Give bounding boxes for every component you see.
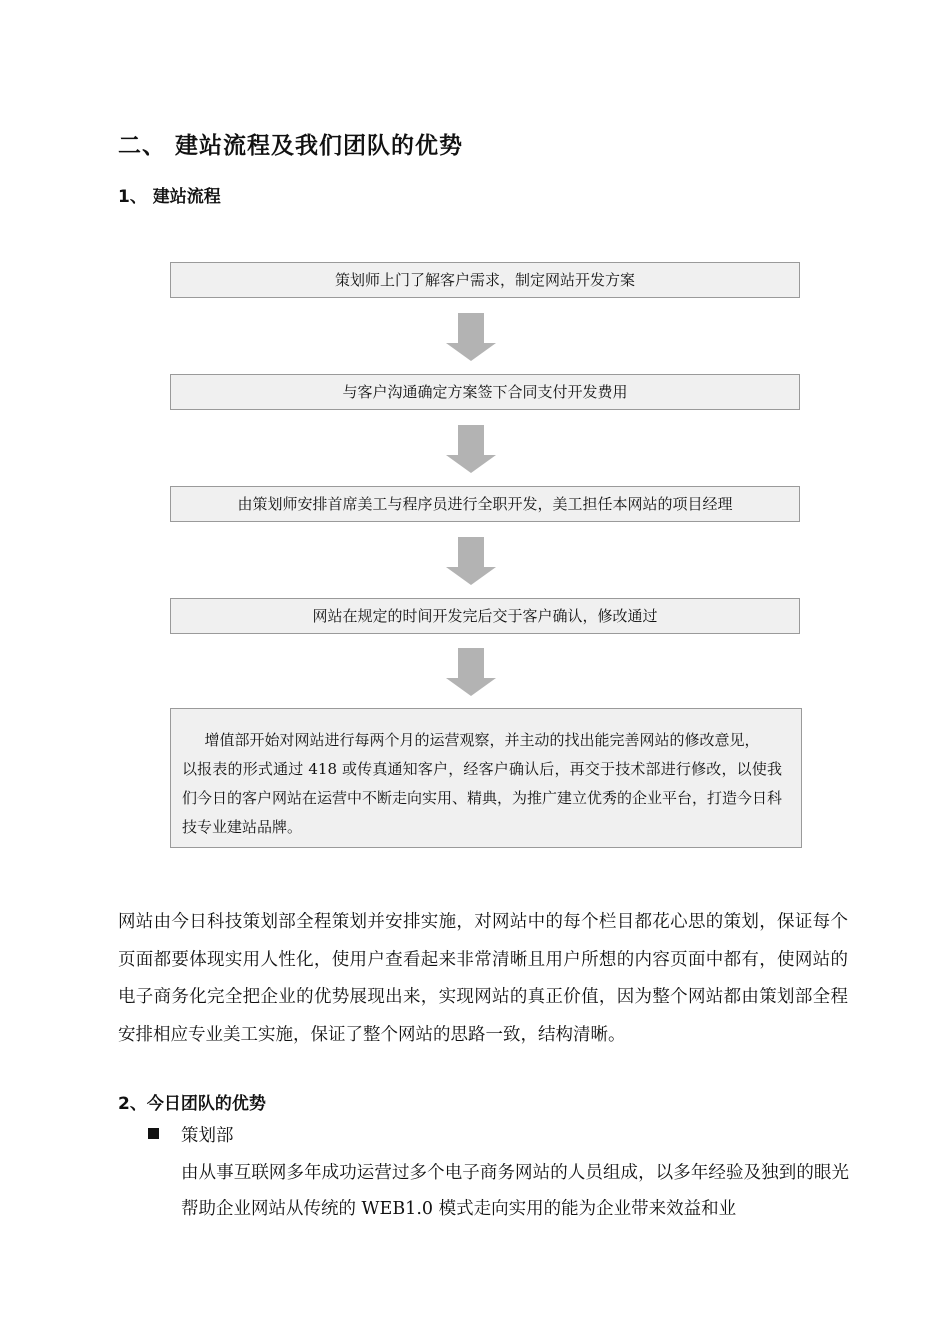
flow-step-2: 与客户沟通确定方案签下合同支付开发费用 [170,374,800,410]
flow-step-5-text [182,726,782,842]
section-title: 二、 建站流程及我们团队的优势 [118,133,464,159]
team-heading: 2、今日团队的优势 [118,1094,266,1114]
square-bullet-icon [148,1128,159,1139]
down-arrow-icon [446,425,496,475]
flow-step-1: 策划师上门了解客户需求，制定网站开发方案 [170,262,800,298]
flow-step-3: 由策划师安排首席美工与程序员进行全职开发，美工担任本网站的项目经理 [170,486,800,522]
down-arrow-icon [446,313,496,363]
summary-paragraph: 网站由今日科技策划部全程策划并安排实施，对网站中的每个栏目都花心思的策划，保证每个页面都要体现实用人性化，使用户查看起来非常清晰且用户所想的内容页面中都有，使网站的电子商务化完全把企业的优势展现出来，实现网站的真正价值，因为整个网站都由策划部全程安排相应专业美工实施，保证了整个网站的思路一致，结构清晰。 [118,912,848,1045]
down-arrow-icon [446,648,496,698]
team-item-label: 策划部 [181,1126,234,1146]
down-arrow-icon [446,537,496,587]
process-heading: 1、 建站流程 [118,187,221,207]
flow-step-5-line-1: 增值部开始对网站进行每两个月的运营观察，并主动的找出能完善网站的修改意见， [204,731,760,749]
flow-step-4: 网站在规定的时间开发完后交于客户确认，修改通过 [170,598,800,634]
team-item-text: 由从事互联网多年成功运营过多个电子商务网站的人员组成，以多年经验及独到的眼光帮助企业网站从传统的 WEB1.0 模式走向实用的能为企业带来效益和业 [181,1163,849,1219]
flow-step-5-line-2: 以报表的形式通过 418 或传真通知客户，经客户确认后，再交于技术部进行修改，以使我们今日的客户网站在运营中不断走向实用、精典，为推广建立优秀的企业平台，打造今日科技专业建站品牌。 [182,760,783,836]
